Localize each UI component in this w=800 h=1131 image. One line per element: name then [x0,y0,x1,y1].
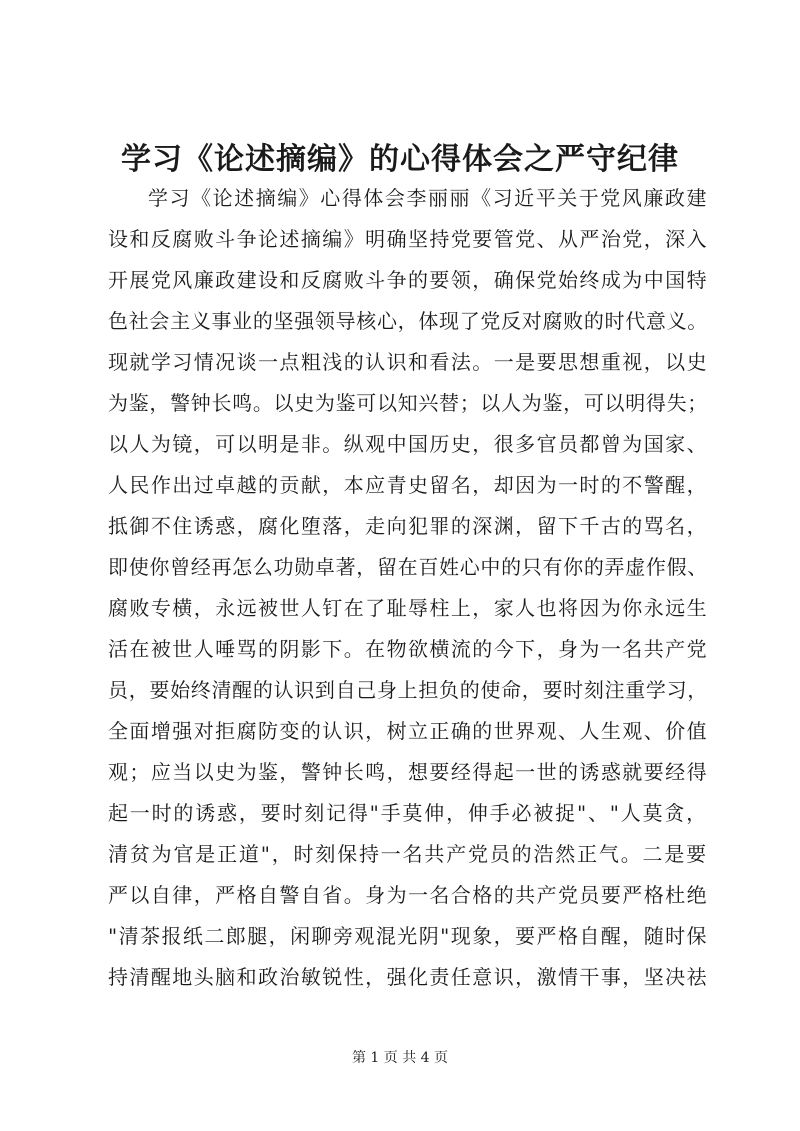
body-line: 即使你曾经再怎么功勋卓著，留在百姓心中的只有你的弄虚作假、 [108,555,708,579]
body-line: 人民作出过卓越的贡献，本应青史留名，却因为一时的不警醒， [108,473,708,497]
body-line: 开展党风廉政建设和反腐败斗争的要领，确保党始终成为中国特 [108,268,708,292]
body-line: 员，要始终清醒的认识到自己身上担负的使命，要时刻注重学习， [108,678,708,702]
body-line: 清贫为官是正道"，时刻保持一名共产党员的浩然正气。二是要 [108,842,708,866]
body-line: 起一时的诱惑，要时刻记得"手莫伸，伸手必被捉"、"人莫贪， [108,801,708,825]
body-line: 学习《论述摘编》心得体会李丽丽《习近平关于党风廉政建 [148,186,708,210]
body-line: 色社会主义事业的坚强领导核心，体现了党反对腐败的时代意义。 [108,309,708,333]
body-line: 全面增强对拒腐防变的认识，树立正确的世界观、人生观、价值 [108,719,708,743]
body-line: 严以自律，严格自警自省。身为一名合格的共产党员要严格杜绝 [108,883,708,907]
body-line: "清茶报纸二郎腿，闲聊旁观混光阴"现象，要严格自醒，随时保 [108,924,708,948]
body-line: 活在被世人唾骂的阴影下。在物欲横流的今下，身为一名共产党 [108,637,708,661]
document-title: 学习《论述摘编》的心得体会之严守纪律 [121,142,679,177]
page-indicator: 第 1 页 共 4 页 [351,1050,449,1066]
body-line: 设和反腐败斗争论述摘编》明确坚持党要管党、从严治党，深入 [108,227,708,251]
body-line: 观；应当以史为鉴，警钟长鸣，想要经得起一世的诱惑就要经得 [108,760,708,784]
body-line: 腐败专横，永远被世人钉在了耻辱柱上，家人也将因为你永远生 [108,596,708,620]
body-line: 为鉴，警钟长鸣。以史为鉴可以知兴替；以人为鉴，可以明得失； [108,391,708,415]
body-line: 抵御不住诱惑，腐化堕落，走向犯罪的深渊，留下千古的骂名， [108,514,708,538]
body-line: 现就学习情况谈一点粗浅的认识和看法。一是要思想重视，以史 [108,350,708,374]
body-line: 以人为镜，可以明是非。纵观中国历史，很多官员都曾为国家、 [108,432,708,456]
document-body [108,178,708,998]
body-line: 持清醒地头脑和政治敏锐性，强化责任意识，激情干事，坚决祛 [108,965,708,989]
